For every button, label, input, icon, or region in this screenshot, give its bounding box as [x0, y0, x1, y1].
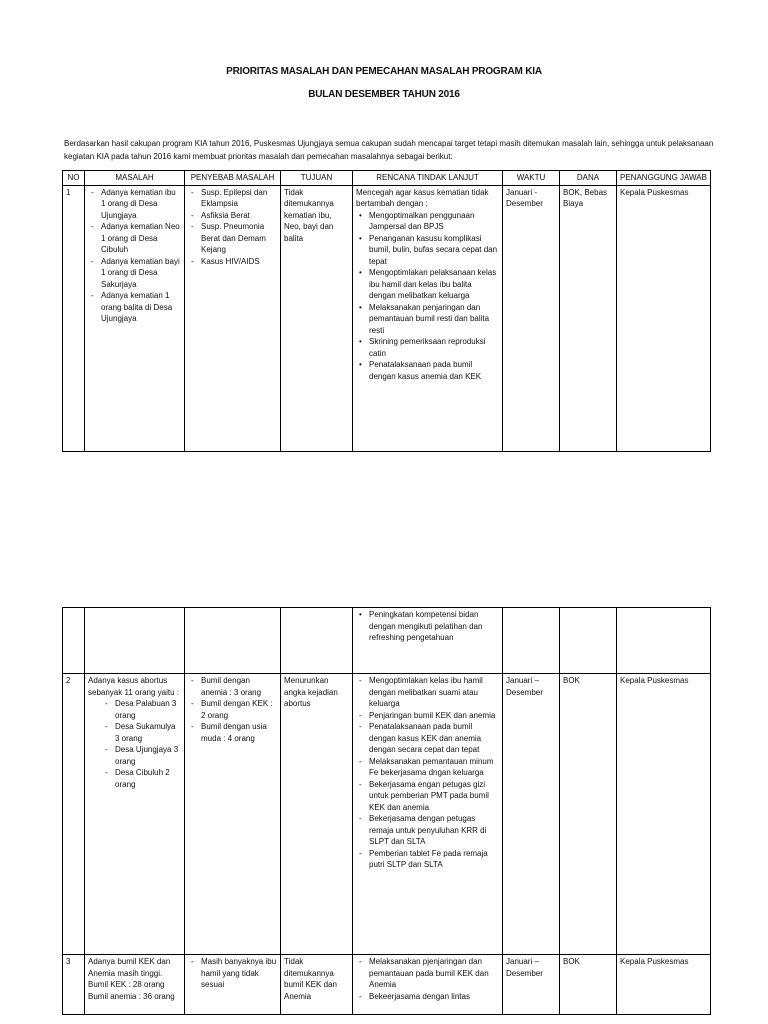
list-item: - Adanya kematian 1 orang balita di Desa Ujungjaya [88, 290, 181, 325]
list-item: - Bumil dengan anemia : 3 orang [188, 675, 277, 698]
list-item: - Desa Sukamulya 3 orang [102, 721, 181, 744]
list-item: - Susp. Pneumonia Berat dan Demam Kejang [188, 221, 277, 256]
waktu-cell: Januari - Desember [503, 185, 560, 451]
list-item: - Desa Ujungjaya 3 orang [102, 744, 181, 767]
table-row [63, 608, 711, 674]
list-item: - Kasus HIV/AIDS [188, 256, 277, 268]
list-item: - Adanya kematian ibu 1 orang di Desa Ujungjaya [88, 187, 181, 222]
list-item: - Bumil dengan KEK : 2 orang [188, 698, 277, 721]
masalah-line: Bumil anemia : 36 orang [88, 991, 175, 1001]
rencana-cell [353, 955, 503, 1015]
masalah-cell [85, 674, 185, 955]
tujuan-cell: Tidak ditemukannya bumil KEK dan Anemia [281, 955, 353, 1015]
list-item: • Skrining pemeriksaan reproduksi catin [356, 336, 499, 359]
list-item: - Asfiksia Berat [188, 210, 277, 222]
penanggung-cell: Kepala Puskesmas [617, 955, 711, 1015]
list-item: - Penatalaksanaan pada bumil dengan kasus KEK dan anemia dengan secara cepat dan tepat [356, 721, 499, 756]
penanggung-cell: Kepala Puskesmas [617, 674, 711, 955]
header-dana: DANA [560, 171, 617, 186]
dana-cell: BOK [560, 674, 617, 955]
list-item: • Mengoptimalkan penggunaan Jampersal dan BPJS [356, 210, 499, 233]
rencana-cell [353, 185, 503, 451]
list-item: - Bekeerjasama dengan lintas [356, 991, 499, 1003]
list-item: • Mengoptimlakan pelaksanaan kelas ibu hamil dan kelas ibu balita dengan melibatkan keluarga [356, 267, 499, 302]
masalah-intro: Adanya kasus abortus sebanyak 11 orang yaitu : [88, 676, 180, 697]
dana-cell: BOK, Bebas Biaya [560, 185, 617, 451]
rencana-cell [353, 674, 503, 955]
table-row [63, 185, 711, 451]
row-number: 1 [63, 185, 85, 451]
header-tujuan: TUJUAN [281, 171, 353, 186]
list-item: - Penjaringan bumil KEK dan anemia [356, 710, 499, 722]
row-number: 3 [63, 955, 85, 1015]
header-penyebab: PENYEBAB MASALAH [185, 171, 281, 186]
intro-paragraph: Berdasarkan hasil cakupan program KIA tahun 2016, Puskesmas Ujungjaya semua cakupan sudah mencapai target tetapi masih ditemukan masalah lain, sehingga untuk pelaksanaan kegiatan KIA pada tahun 2016 kami membuat prioritas masalah dan pemecahan masalahnya sebagai berikut: [64, 139, 714, 161]
header-masalah: MASALAH [85, 171, 185, 186]
list-item: • Melaksanakan penjaringan dan pemantauan bumil resti dan balita resti [356, 302, 499, 337]
table-row [63, 955, 711, 1015]
list-item: - Desa Palabuan 3 orang [102, 698, 181, 721]
penyebab-cell [185, 674, 281, 955]
header-waktu: WAKTU [503, 171, 560, 186]
header-rencana: RENCANA TINDAK LANJUT [353, 171, 503, 186]
list-item: - Bekerjasama dengan petugas remaja untuk penyuluhan KRR di SLPT dan SLTA [356, 813, 499, 848]
penyebab-cell [185, 955, 281, 1015]
list-item: - Adanya kematian bayi 1 orang di Desa Sakurjaya [88, 256, 181, 291]
priority-table [62, 170, 711, 452]
waktu-cell: Januari – Desember [503, 955, 560, 1015]
list-item: - Melaksanakan pjenjaringan dan pemantauan pada bumil KEK dan Anemia [356, 956, 499, 991]
penanggung-cell: Kepala Puskesmas [617, 185, 711, 451]
rencana-cell [353, 608, 503, 674]
list-item: - Masih banyaknya ibu hamil yang tidak sesuai [188, 956, 277, 991]
list-item: - Desa Cibuluh 2 orang [102, 767, 181, 790]
list-item: - Pemberian tablet Fe pada remaja putri SLTP dan SLTA [356, 848, 499, 871]
table-header-row [63, 171, 711, 186]
row-number: 2 [63, 674, 85, 955]
list-item: • Peningkatan kompetensi bidan dengan mengikuti pelatihan dan refreshing pengetahuan [356, 609, 499, 644]
list-item: • Penatalaksanaan pada bumil dengan kasus anemia dan KEK [356, 359, 499, 382]
list-item: - Bumil dengan usia muda : 4 orang [188, 721, 277, 744]
tujuan-cell: Tidak ditemukannya kematian ibu, Neo, bayi dan balita [281, 185, 353, 451]
document-subtitle: BULAN DESEMBER TAHUN 2016 [308, 89, 460, 100]
list-item: - Susp. Epilepsi dan Eklampsia [188, 187, 277, 210]
waktu-cell: Januari – Desember [503, 674, 560, 955]
list-item: - Melaksanakan pemantauan minum Fe bekerjasama dngan keluarga [356, 756, 499, 779]
header-no: NO [63, 171, 85, 186]
penyebab-cell [185, 185, 281, 451]
dana-cell: BOK [560, 955, 617, 1015]
masalah-cell [85, 955, 185, 1015]
tujuan-cell: Menurunkan angka kejadian abortus [281, 674, 353, 955]
list-item: • Penanganan kasusu komplikasi bumil, bulin, bufas secara cepat dan tepat [356, 233, 499, 268]
masalah-cell [85, 185, 185, 451]
priority-table-continued [62, 607, 711, 1015]
list-item: - Bekerjasama engan petugas gizi untuk pemberian PMT pada bumil KEK dan anemia [356, 779, 499, 814]
list-item: - Mengoptimlakan kelas ibu hamil dengan melibatkan suami atau keluarga [356, 675, 499, 710]
header-penanggung: PENANGGUNG JAWAB [617, 171, 711, 186]
rencana-intro: Mencegah agar kasus kematian tidak bertambah dengan : [356, 187, 489, 208]
table-row [63, 674, 711, 955]
masalah-line: Bumil KEK : 28 orang [88, 980, 165, 989]
document-title: PRIORITAS MASALAH DAN PEMECAHAN MASALAH PROGRAM KIA [226, 66, 542, 77]
list-item: - Adanya kematian Neo 1 orang di Desa Cibuluh [88, 221, 181, 256]
masalah-line: Adanya bumil KEK dan Anemia masih tinggi. [88, 957, 171, 978]
